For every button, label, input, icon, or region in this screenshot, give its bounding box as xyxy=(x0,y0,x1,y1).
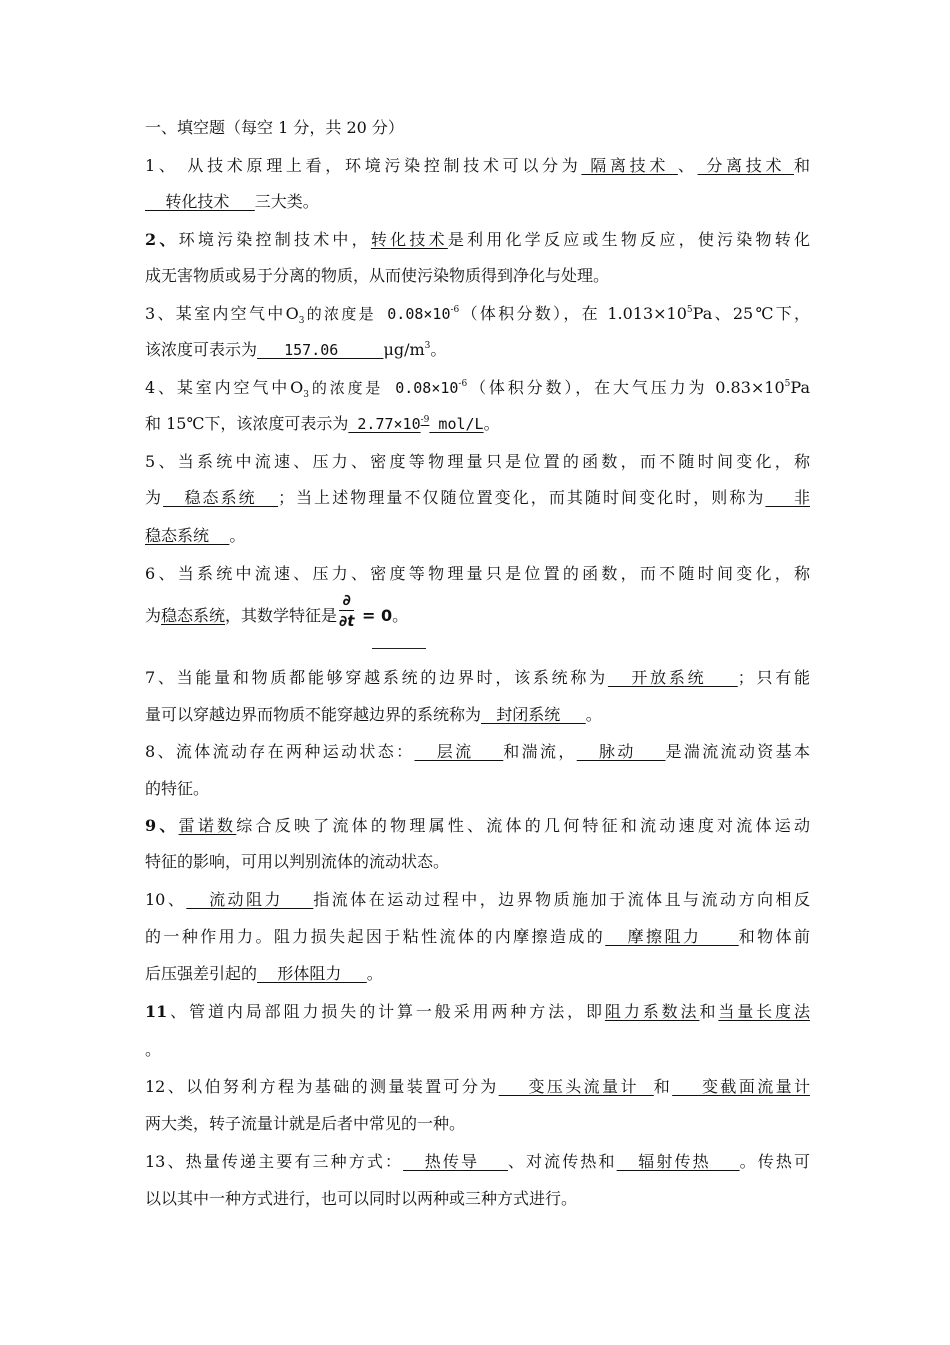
q10-text: 后压强差引起的 xyxy=(145,964,258,983)
q3-unit-exponent: 3 xyxy=(424,340,431,351)
q8-text: 是湍流流动资基本 xyxy=(665,742,810,761)
q2-number: 2、 xyxy=(145,230,179,249)
q6-partial-fraction xyxy=(339,591,354,630)
q1-text: 三大类。 xyxy=(254,192,319,211)
q6-text: 当系统中流速、压力、密度等物理量只是位置的函数，而不随时间变化，称 xyxy=(177,564,810,583)
q8-answer-1: 层流 xyxy=(414,742,504,761)
q1-separator: 、 xyxy=(677,156,698,175)
q1-answer-2: 分离技术 xyxy=(697,156,794,175)
q7-text: 量可以穿越边界而物质不能穿越边界的系统称为 xyxy=(145,705,482,724)
q3-subscript: 3 xyxy=(298,316,305,327)
q10-answer-1: 流动阻力 xyxy=(186,890,314,909)
q13-answer-1: 热传导 xyxy=(403,1152,508,1171)
q3-text: 某室内空气中O xyxy=(175,304,299,323)
q6-fraction-numerator: ∂ xyxy=(342,591,351,609)
q5-number: 5、 xyxy=(145,452,178,471)
q11-period: 。 xyxy=(145,1040,162,1059)
q6-line2 xyxy=(145,591,810,630)
q12-text: 两大类，转子流量计就是后者中常见的一种。 xyxy=(145,1114,466,1133)
q6-answer: 稳态系统 xyxy=(161,606,226,625)
q10-text: 和物体前 xyxy=(738,927,810,946)
q2-text: 是利用化学反应或生物反应，使污染物转化 xyxy=(447,230,810,249)
q5-answer-2-part1: 非 xyxy=(765,488,810,507)
q3-period: 。 xyxy=(430,340,447,359)
q7-answer-1: 开放系统 xyxy=(607,668,738,687)
q4-answer: 2.77×10 xyxy=(348,415,421,433)
q13-line1 xyxy=(145,1152,810,1172)
q3-answer: 157.06 xyxy=(257,341,384,359)
q12-line2 xyxy=(145,1114,810,1134)
q10-text: 的一种作用力。阻力损失起因于粘性流体的内摩擦造成的 xyxy=(145,927,606,946)
q4-text: 的浓度是 0.08×10 xyxy=(308,379,459,397)
q7-number: 7、 xyxy=(145,668,177,687)
q3-line1 xyxy=(145,304,810,327)
q11-number: 11 xyxy=(145,1002,168,1021)
q2-text: 环境污染控制技术中， xyxy=(178,230,371,249)
q3-unit: μg/m xyxy=(383,340,425,359)
q5-line2 xyxy=(145,488,810,508)
q13-number: 13、 xyxy=(145,1152,186,1171)
q1-number: 1、 xyxy=(145,156,179,175)
q2-line1 xyxy=(145,230,810,250)
q4-answer-exponent: -9 xyxy=(420,414,430,425)
q7-line2 xyxy=(145,705,810,725)
q8-line1 xyxy=(145,742,810,762)
q10-line2 xyxy=(145,927,810,947)
q12-number: 12、 xyxy=(145,1077,187,1096)
q4-exponent: 5 xyxy=(784,378,791,389)
q4-subscript: 3 xyxy=(303,390,309,401)
q13-text: 。传热可 xyxy=(739,1152,810,1171)
q7-line1 xyxy=(145,668,810,688)
q4-text: 某室内空气中O xyxy=(176,378,304,397)
q7-text: 当能量和物质都能够穿越系统的边界时，该系统称为 xyxy=(176,668,608,687)
q8-number: 8、 xyxy=(145,742,176,761)
q9-line2 xyxy=(145,852,810,872)
q11-line2 xyxy=(145,1040,810,1060)
q12-answer-1: 变压头流量计 xyxy=(498,1077,654,1096)
q6-fraction-denominator: ∂t xyxy=(339,612,355,630)
q12-text: 以伯努利方程为基础的测量装置可分为 xyxy=(186,1077,499,1096)
q12-answer-2: 变截面流量计 xyxy=(672,1077,810,1096)
q1-line2 xyxy=(145,192,810,212)
q5-answer-2-part2: 稳态系统 xyxy=(145,526,230,545)
q6-answer-underline xyxy=(372,648,426,649)
q13-line2 xyxy=(145,1189,810,1209)
q6-fraction-bar xyxy=(339,610,354,611)
q3-number: 3、 xyxy=(145,304,176,323)
q5-line3 xyxy=(145,526,810,546)
q8-text: 流体流动存在两种运动状态： xyxy=(175,742,415,761)
q4-text: 和 15℃下，该浓度可表示为 xyxy=(145,414,349,433)
q7-period: 。 xyxy=(585,705,602,724)
q5-text: 为 xyxy=(145,488,164,507)
q6-period: 。 xyxy=(392,606,409,625)
q4-text: （体积分数），在大气压力为 0.83×10 xyxy=(467,378,785,397)
q11-answer-1: 阻力系数法 xyxy=(604,1002,700,1021)
q5-line1 xyxy=(145,452,810,472)
q9-answer: 雷诺数 xyxy=(178,816,237,835)
q13-text: 热量传递主要有三种方式： xyxy=(185,1152,404,1171)
q3-exponent: 5 xyxy=(686,304,693,315)
q8-text: 的特征。 xyxy=(145,779,210,798)
q1-text: 和 xyxy=(793,156,810,175)
q4-number: 4、 xyxy=(145,378,177,397)
q6-text: 为 xyxy=(145,606,162,625)
q12-text: 和 xyxy=(653,1077,673,1096)
q3-text: （体积分数），在 1.013×10 xyxy=(459,304,687,323)
q6-equation: = 0 xyxy=(356,606,393,625)
q6-number: 6、 xyxy=(145,564,178,583)
q9-number: 9、 xyxy=(145,816,179,835)
q8-line2 xyxy=(145,779,810,799)
q8-text: 和湍流， xyxy=(503,742,577,761)
q10-number: 10、 xyxy=(145,890,187,909)
q5-period: 。 xyxy=(229,526,246,545)
q10-text: 指流体在运动过程中，边界物质施加于流体且与流动方向相反 xyxy=(313,890,810,909)
q7-text: ；只有能 xyxy=(737,668,810,687)
q3-text: 该浓度可表示为 xyxy=(145,340,258,359)
q6-text: ，其数学特征是 xyxy=(225,606,338,625)
q1-line1 xyxy=(145,156,810,176)
q3-line2 xyxy=(145,340,810,360)
q10-line1 xyxy=(145,890,810,910)
q9-line1 xyxy=(145,816,810,836)
q4-line1 xyxy=(145,378,810,401)
q11-answer-2: 当量长度法 xyxy=(718,1002,810,1021)
q2-line2 xyxy=(145,266,810,286)
q11-line1 xyxy=(145,1002,810,1022)
q5-text: 当系统中流速、压力、密度等物理量只是位置的函数，而不随时间变化，称 xyxy=(177,452,810,471)
q7-answer-2: 封闭系统 xyxy=(481,705,586,724)
q4-unit: mol/L xyxy=(429,415,484,433)
q4-line2 xyxy=(145,414,810,434)
q10-line3 xyxy=(145,964,810,984)
q10-answer-2: 摩擦阻力 xyxy=(605,927,739,946)
q1-answer-1: 隔离技术 xyxy=(581,156,678,175)
q4-period: 。 xyxy=(483,414,500,433)
q10-answer-3: 形体阻力 xyxy=(257,964,367,983)
q1-text: 从技术原理上看，环境污染控制技术可以分为 xyxy=(178,156,582,175)
q12-line1 xyxy=(145,1077,810,1097)
q5-answer-1: 稳态系统 xyxy=(163,488,279,507)
q2-answer: 转化技术 xyxy=(370,230,448,249)
q11-text: 、管道内局部阻力损失的计算一般采用两种方法，即 xyxy=(167,1002,605,1021)
q4-exponent: -6 xyxy=(458,378,468,389)
q10-period: 。 xyxy=(366,964,383,983)
q3-exponent: -6 xyxy=(450,304,460,315)
q11-text: 和 xyxy=(699,1002,719,1021)
q1-answer-3: 转化技术 xyxy=(145,192,255,211)
q13-text: 、对流传热和 xyxy=(507,1152,617,1171)
q4-text: Pa xyxy=(790,378,810,397)
q13-text: 以以其中一种方式进行，也可以同时以两种或三种方式进行。 xyxy=(145,1189,578,1208)
q6-line1 xyxy=(145,564,810,584)
q3-text: 的浓度是 0.08×10 xyxy=(304,305,451,323)
q9-text: 特征的影响，可用以判别流体的流动状态。 xyxy=(145,852,450,871)
section-heading xyxy=(145,118,810,138)
q9-text: 综合反映了流体的物理属性、流体的几何特征和流动速度对流体运动 xyxy=(236,816,810,835)
q5-text: ；当上述物理量不仅随位置变化，而其随时间变化时，则称为 xyxy=(278,488,766,507)
q13-answer-2: 辐射传热 xyxy=(616,1152,740,1171)
q3-text: Pa、25℃下， xyxy=(692,304,810,323)
q2-text: 成无害物质或易于分离的物质，从而使污染物质得到净化与处理。 xyxy=(145,266,610,285)
section-heading-text: 一、填空题（每空 1 分，共 20 分） xyxy=(145,118,404,137)
q8-answer-2: 脉动 xyxy=(576,742,666,761)
